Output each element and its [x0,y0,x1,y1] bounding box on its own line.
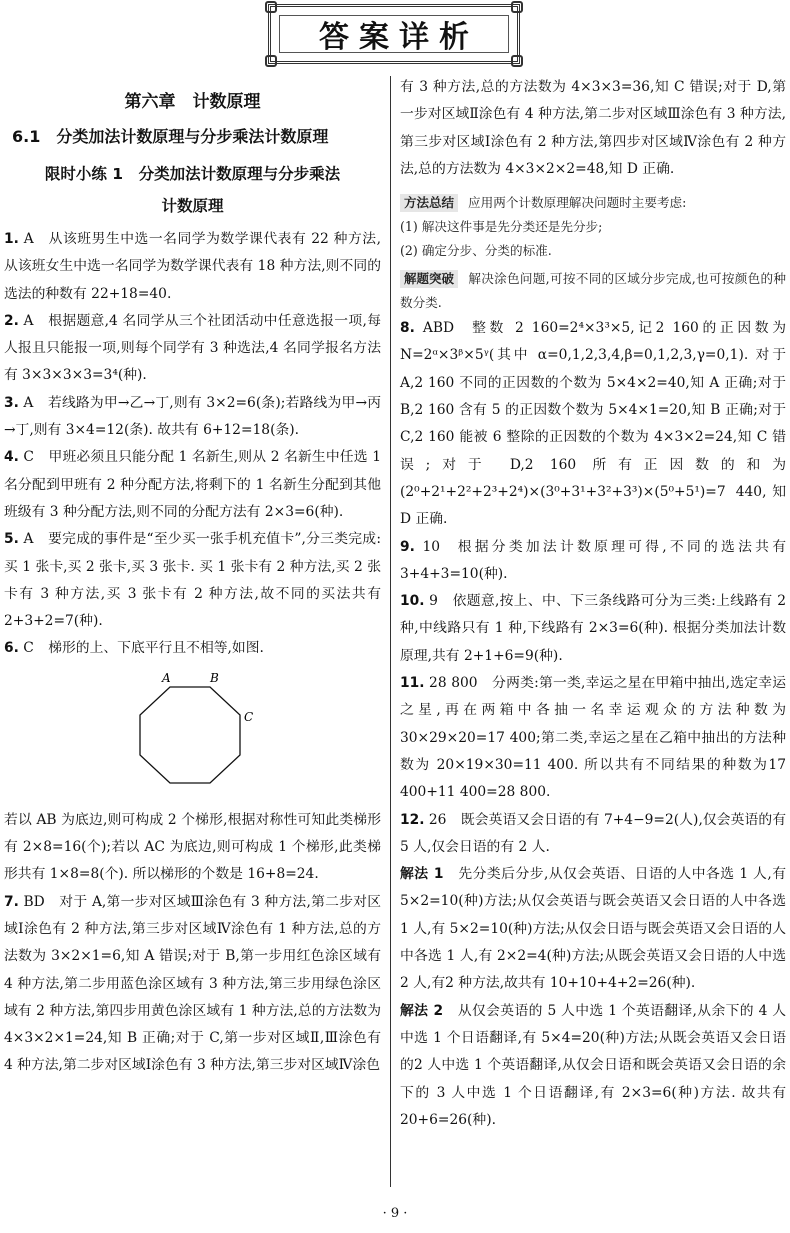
vertex-label-b: B [210,670,219,685]
answer-explanation: 根据分类加法计数原理可得,不同的选法共有 3+4+3=10(种). [400,538,786,582]
question-number: 9. [400,538,415,555]
answer-choice: ABD [422,320,455,337]
banner-corner-ornament [511,1,523,13]
solution-label: 解法 1 [400,866,444,883]
answer-item-7 [4,889,381,1080]
method-summary-box [400,191,786,263]
drill-heading-line2: 计数原理 [161,197,224,215]
solution-breakthrough-text: 解决涂色问题,可按不同的区域分步完成,也可按颜色的种数分类. [400,271,786,311]
answer-item-6-continued: 若以 AB 为底边,则可构成 2 个梯形,根据对称性可知此类梯形有 2×8=16(个);若以 AC 为底边,则可构成 1 个梯形,此类梯形共有 1×8=8(个). 所以梯形的个数是 16+8=24. [4,811,381,883]
answer-choice: 28 800 [429,675,478,692]
question-number: 10. [400,593,425,610]
answer-explanation: 依题意,按上、中、下三条线路可分为三类:上线路有 2 种,中线路只有 1 种,下线路有 2×3=6(种). 根据分类加法计数原理,共有 2+1+6=9(种). [400,593,787,664]
method-summary-text: 应用两个计数原理解决问题时主要考虑: [468,195,687,211]
answer-explanation: 要完成的事件是“至少买一张手机充值卡”,分三类完成:买 1 张卡,买 2 张卡,买 3 张卡. 买 1 张卡有 2 种方法,买 2 张卡有 3 种方法,买 3 张卡有 2 种方法,故不同的买法共有 2+3+2=7(种). [4,531,382,630]
drill-heading-line1: 限时小练 1 分类加法计数原理与分步乘法 [44,165,341,183]
answer-choice: A [23,531,34,548]
answer-choice: 9 [429,593,438,610]
octagon-figure [4,669,381,799]
answer-item-5 [4,526,381,635]
method-summary-point-2: (2) 确定分步、分类的标准. [400,243,552,259]
question-number: 8. [400,320,415,337]
answer-item-7-continued: 有 3 种方法,总的方法数为 4×3×3=36,知 C 错误;对于 D,第一步对区域Ⅱ涂色有 4 种方法,第二步对区域Ⅲ涂色有 3 种方法,第三步对区域Ⅰ涂色有 2 种方法,第四步对区域Ⅳ涂色有 2 种方法,总的方法数为 4×3×2×2=48,知 D 正确. [400,79,786,177]
page-title: 答案详析 [319,20,479,55]
answer-choice: A [23,312,34,329]
answer-choice: C [23,640,34,657]
vertex-label-a: A [162,670,171,685]
answer-item-2 [4,308,381,390]
banner-corner-ornament [265,55,277,67]
answer-item-10 [400,588,786,670]
drill-heading [4,158,381,222]
chapter-heading: 第六章 计数原理 [124,92,261,112]
answer-header-banner [268,4,520,64]
solution-text: 先分类后分步,从仅会英语、日语的人中各选 1 人,有 5×2=10(种)方法;从仅会英语与既会英语又会日语的人中各选 1 人,有 5×2=10(种)方法;从仅会日语与既会英语又会日语的人中各选 1 人,有 2×2=4(种)方法;从既会英语又会日语的人中选 2 人,有2 种方法,故共有 10+10+4+2=26(种). [400,866,786,992]
answer-choice: 10 [422,538,441,555]
method-summary-line [400,191,786,215]
solution-breakthrough-tag: 解题突破 [400,270,458,288]
answer-choice: C [23,449,34,466]
question-number: 2. [4,312,19,329]
answer-item-3 [4,390,381,445]
answer-explanation: 梯形的上、下底平行且不相等,如图. [48,640,264,657]
answer-item-11 [400,670,786,806]
solution-text: 从仅会英语的 5 人中选 1 个英语翻译,从余下的 4 人中选 1 个日语翻译,有 5×4=20(种)方法;从既会英语又会日语的2 人中选 1 个英语翻译,从仅会日语和既会英语又会日语的余下的 3 人中选 1 个日语翻译,有 2×3=6(种)方法. 故共有 20+6=26(种). [400,1002,786,1128]
solution-breakthrough-box [400,267,786,315]
solution-label: 解法 2 [400,1002,444,1019]
answer-item-8 [400,315,786,533]
answer-item-1 [4,226,381,308]
answer-explanation: 对于 A,第一步对区域Ⅲ涂色有 3 种方法,第二步对区域Ⅰ涂色有 2 种方法,第三步对区域Ⅳ涂色有 1 种方法,总的方法数为 3×2×1=6,知 A 错误;对于 B,第一步用红色涂区域有 4 种方法,第二步用蓝色涂区域有 3 种方法,第三步用绿色涂区域有 2 种方法,第四步用黄色涂区域有 1 种方法,总的方法数为 4×3×2×1=24,知 B 正确;对于 C,第一步对区域Ⅱ,Ⅲ涂色有 4 种方法,第二步对区域Ⅰ涂色有 3 种方法,第三步对区域Ⅳ涂色 [4,893,381,1074]
answer-explanation: 整数 2 160=2⁴×3³×5,记2 160的正因数为 N=2ᵅ×3ᵝ×5ᵞ(其中 α=0,1,2,3,4,β=0,1,2,3,γ=0,1). 对于 A,2 160 不同的正因数的个数为 5×4×2=40,知 A 正确;对于 B,2 160 含有 5 的正因数个数为 5×4×1=20,知 B 正确;对于 C,2 160 能被 6 整除的正因数的个数为 4×3×2=24,知 C 错误;对于 D,2 160 所有正因数的和为(2⁰+2¹+2²+2³+2⁴)×(3⁰+3¹+3²+3³)×(5⁰+5¹)=7 440,知 D 正确. [400,320,786,528]
answer-choice: BD [23,893,45,910]
vertex-label-c: C [244,709,254,724]
answer-choice: A [23,394,34,411]
method-summary-point-1: (1) 解决这件事是先分类还是先分步; [400,219,603,235]
question-number: 1. [4,231,19,247]
question-number: 4. [4,449,19,466]
question-number: 6. [4,640,19,657]
question-number: 12. [400,811,425,828]
banner-corner-ornament [511,55,523,67]
answer-item-9 [400,534,786,589]
answer-item-12 [400,807,786,862]
answer-explanation: 分两类:第一类,幸运之星在甲箱中抽出,选定幸运之星,再在两箱中各抽一名幸运观众的方法种数为 30×29×20=17 400;第二类,幸运之星在乙箱中抽出的方法种数为 20×19×30=11 400. 所以共有不同结果的种数为17 400+11 400=28 800. [400,675,786,801]
solution-method-1 [400,861,786,997]
answer-explanation: 根据题意,4 名同学从三个社团活动中任意选报一项,每人报且只能报一项,则每个同学有 3 种选法,4 名同学报名方法有 3×3×3×3=3⁴(种). [4,312,381,384]
answer-choice: 26 [428,811,447,828]
right-column [396,74,790,1191]
question-number: 5. [4,531,19,548]
column-divider [390,76,391,1187]
answer-choice: A [23,231,34,247]
page-number: · 9 · [382,1206,408,1221]
question-number: 11. [400,675,425,692]
method-summary-tag: 方法总结 [400,194,458,212]
octagon-diagram [120,669,270,797]
answer-item-4 [4,444,381,526]
section-heading: 6.1 分类加法计数原理与分步乘法计数原理 [12,127,329,146]
question-number: 3. [4,394,19,411]
answer-explanation: 甲班必须且只能分配 1 名新生,则从 2 名新生中任选 1 名分配到甲班有 2 种分配方法,将剩下的 1 名新生分配到其他班级有 3 种分配方法,则不同的分配方法有 2×3=6(种). [4,449,382,520]
banner-inner-frame [279,15,509,53]
octagon-shape [140,687,240,783]
answer-explanation: 若线路为甲→乙→丁,则有 3×2=6(条);若路线为甲→丙→丁,则有 3×4=12(条). 故共有 6+12=18(条). [4,394,382,439]
answer-explanation: 从该班男生中选一名同学为数学课代表有 22 种方法,从该班女生中选一名同学为数学课代表有 18 种方法,则不同的选法的种数有 22+18=40. [4,231,381,302]
answer-explanation: 既会英语又会日语的有 7+4−9=2(人),仅会英语的有 5 人,仅会日语的有 2 人. [400,811,786,855]
answer-item-6 [4,635,381,662]
banner-corner-ornament [265,1,277,13]
solution-method-2 [400,998,786,1134]
question-number: 7. [4,893,19,910]
left-column [0,74,385,1191]
